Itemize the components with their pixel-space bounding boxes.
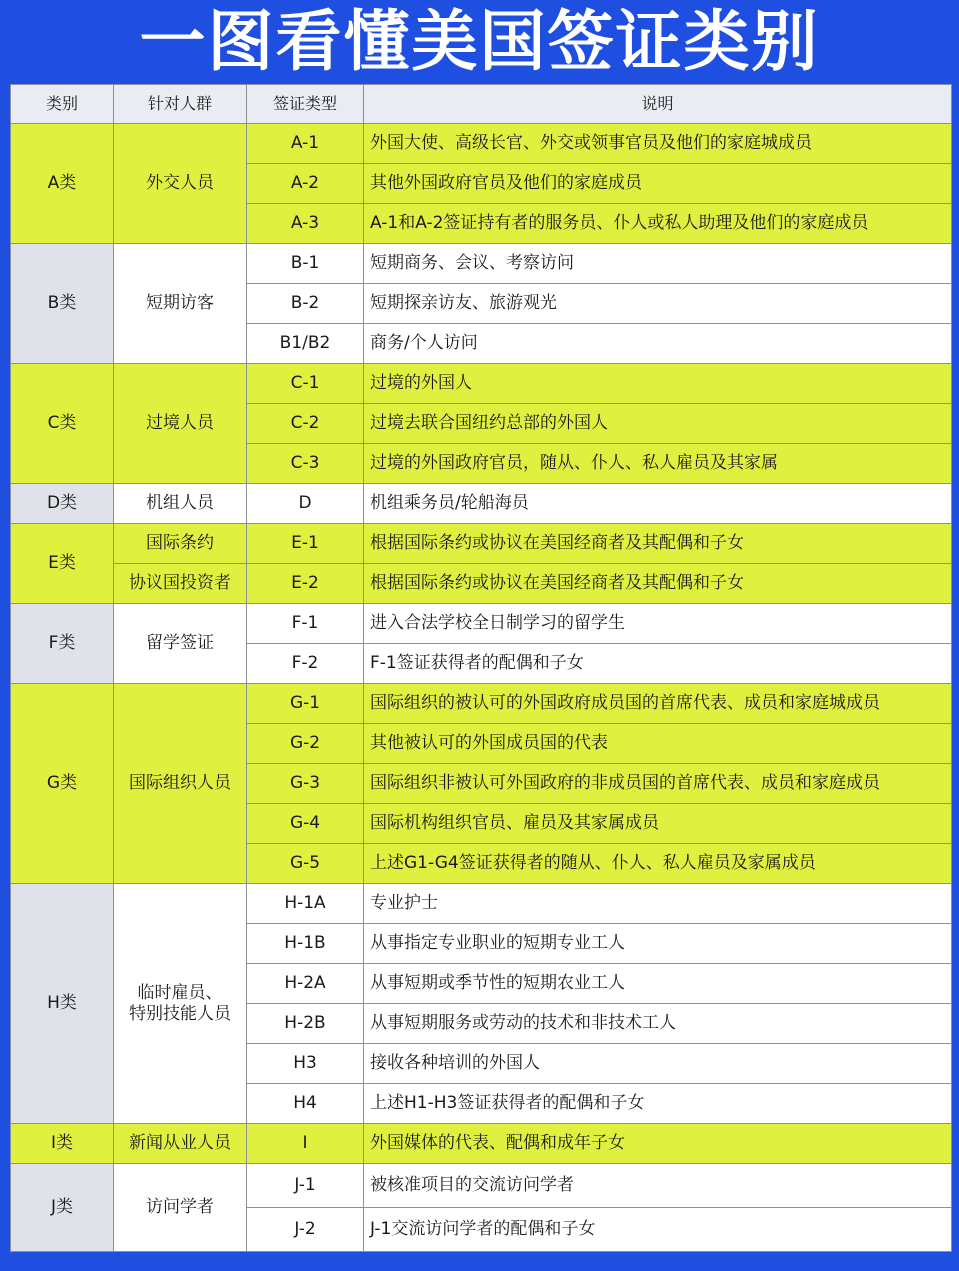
header-description: 说明 [364, 85, 952, 124]
category-cell: F类 [11, 604, 114, 684]
description-cell: J-1交流访问学者的配偶和子女 [364, 1208, 952, 1252]
audience-cell: 协议国投资者 [114, 564, 247, 604]
category-cell: C类 [11, 364, 114, 484]
description-cell: 进入合法学校全日制学习的留学生 [364, 604, 952, 644]
visa-code-cell: D [247, 484, 364, 524]
description-cell: 短期探亲访友、旅游观光 [364, 284, 952, 324]
visa-code-cell: B-1 [247, 244, 364, 284]
visa-code-cell: F-2 [247, 644, 364, 684]
description-cell: 从事短期或季节性的短期农业工人 [364, 964, 952, 1004]
visa-code-cell: H3 [247, 1044, 364, 1084]
visa-code-cell: E-1 [247, 524, 364, 564]
table-row [11, 564, 952, 604]
category-cell: H类 [11, 884, 114, 1124]
description-cell: 外国大使、高级长官、外交或领事官员及他们的家庭城成员 [364, 124, 952, 164]
table-header-row [11, 85, 952, 124]
audience-cell [114, 684, 247, 884]
visa-code-cell: J-1 [247, 1164, 364, 1208]
visa-code-cell: H-1B [247, 924, 364, 964]
audience-line: 国际组织人员 [129, 773, 231, 794]
page-title: 一图看懂美国签证类别 [139, 3, 820, 80]
visa-code-cell: F-1 [247, 604, 364, 644]
visa-code-cell: A-2 [247, 164, 364, 204]
description-cell: F-1签证获得者的配偶和子女 [364, 644, 952, 684]
description-cell: 专业护士 [364, 884, 952, 924]
visa-code-cell: H-1A [247, 884, 364, 924]
audience-cell [114, 484, 247, 524]
audience-line: 机组人员 [146, 493, 214, 514]
table-row [11, 684, 952, 724]
audience-line: 临时雇员、 [137, 983, 223, 1004]
audience-cell [114, 604, 247, 684]
visa-code-cell: H-2A [247, 964, 364, 1004]
visa-code-cell: G-1 [247, 684, 364, 724]
audience-cell [114, 1124, 247, 1164]
table-row [11, 484, 952, 524]
visa-code-cell: C-2 [247, 404, 364, 444]
header-visa-type: 签证类型 [247, 85, 364, 124]
visa-code-cell: I [247, 1124, 364, 1164]
visa-code-cell: B1/B2 [247, 324, 364, 364]
table-row [11, 1164, 952, 1208]
description-cell: 上述H1-H3签证获得者的配偶和子女 [364, 1084, 952, 1124]
category-cell: J类 [11, 1164, 114, 1252]
audience-cell [114, 884, 247, 1124]
table-row [11, 1124, 952, 1164]
table-row [11, 604, 952, 644]
visa-code-cell: G-4 [247, 804, 364, 844]
audience-line: 外交人员 [146, 173, 214, 194]
audience-cell [114, 364, 247, 484]
description-cell: 上述G1-G4签证获得者的随从、仆人、私人雇员及家属成员 [364, 844, 952, 884]
audience-line: 短期访客 [146, 293, 214, 314]
audience-line: 留学签证 [146, 633, 214, 654]
audience-line: 特别技能人员 [129, 1003, 231, 1024]
visa-code-cell: C-1 [247, 364, 364, 404]
category-cell: I类 [11, 1124, 114, 1164]
visa-code-cell: H4 [247, 1084, 364, 1124]
description-cell: 接收各种培训的外国人 [364, 1044, 952, 1084]
visa-code-cell: G-3 [247, 764, 364, 804]
description-cell: 机组乘务员/轮船海员 [364, 484, 952, 524]
header-category: 类别 [11, 85, 114, 124]
category-cell: G类 [11, 684, 114, 884]
visa-code-cell: A-1 [247, 124, 364, 164]
description-cell: 国际机构组织官员、雇员及其家属成员 [364, 804, 952, 844]
description-cell: 短期商务、会议、考察访问 [364, 244, 952, 284]
audience-cell [114, 124, 247, 244]
table-row [11, 244, 952, 284]
description-cell: 商务/个人访问 [364, 324, 952, 364]
description-cell: 过境去联合国纽约总部的外国人 [364, 404, 952, 444]
visa-code-cell: E-2 [247, 564, 364, 604]
visa-code-cell: G-2 [247, 724, 364, 764]
description-cell: 过境的外国政府官员，随从、仆人、私人雇员及其家属 [364, 444, 952, 484]
description-cell: 从事短期服务或劳动的技术和非技术工人 [364, 1004, 952, 1044]
description-cell: 国际组织的被认可的外国政府成员国的首席代表、成员和家庭城成员 [364, 684, 952, 724]
audience-cell [114, 1164, 247, 1252]
table-body [11, 124, 952, 1252]
description-cell: 根据国际条约或协议在美国经商者及其配偶和子女 [364, 564, 952, 604]
title-bar [0, 0, 959, 84]
visa-code-cell: G-5 [247, 844, 364, 884]
description-cell: 国际组织非被认可外国政府的非成员国的首席代表、成员和家庭成员 [364, 764, 952, 804]
header-audience: 针对人群 [114, 85, 247, 124]
visa-code-cell: B-2 [247, 284, 364, 324]
audience-cell [114, 244, 247, 364]
table-row [11, 364, 952, 404]
description-cell: A-1和A-2签证持有者的服务员、仆人或私人助理及他们的家庭成员 [364, 204, 952, 244]
description-cell: 其他被认可的外国成员国的代表 [364, 724, 952, 764]
visa-code-cell: H-2B [247, 1004, 364, 1044]
audience-cell: 国际条约 [114, 524, 247, 564]
table-row [11, 524, 952, 564]
audience-line: 访问学者 [146, 1197, 214, 1218]
table-row [11, 884, 952, 924]
audience-line: 新闻从业人员 [129, 1133, 231, 1154]
category-cell: D类 [11, 484, 114, 524]
description-cell: 过境的外国人 [364, 364, 952, 404]
description-cell: 外国媒体的代表、配偶和成年子女 [364, 1124, 952, 1164]
description-cell: 其他外国政府官员及他们的家庭成员 [364, 164, 952, 204]
category-cell: E类 [11, 524, 114, 604]
table-row [11, 124, 952, 164]
audience-line: 过境人员 [146, 413, 214, 434]
description-cell: 从事指定专业职业的短期专业工人 [364, 924, 952, 964]
visa-table [10, 84, 952, 1252]
visa-code-cell: C-3 [247, 444, 364, 484]
category-cell: B类 [11, 244, 114, 364]
visa-code-cell: J-2 [247, 1208, 364, 1252]
description-cell: 根据国际条约或协议在美国经商者及其配偶和子女 [364, 524, 952, 564]
description-cell: 被核准项目的交流访问学者 [364, 1164, 952, 1208]
category-cell: A类 [11, 124, 114, 244]
visa-code-cell: A-3 [247, 204, 364, 244]
